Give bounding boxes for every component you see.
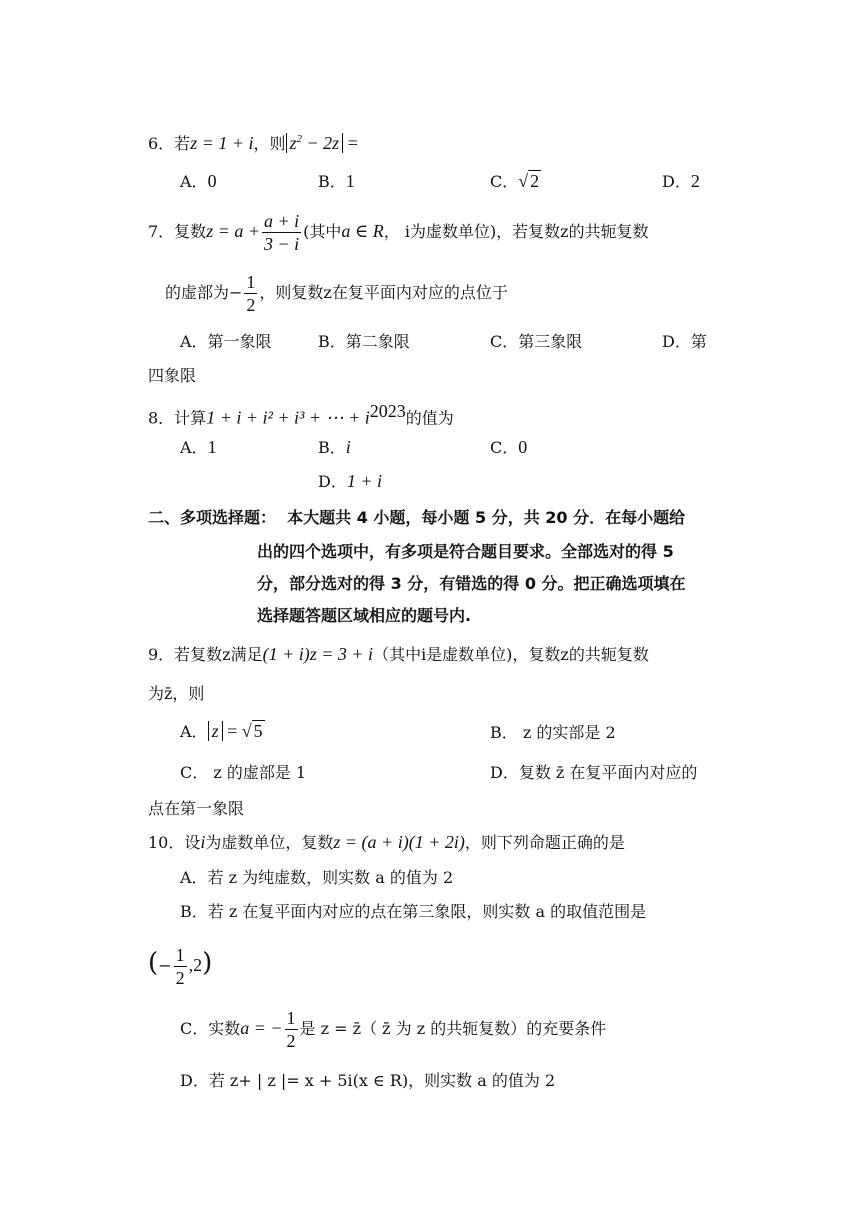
- q10-option-c-frac: $\frac{1}{2}$: [286, 1008, 296, 1051]
- q9-stem: 9．若复数z满足(1 + i)z = 3 + i（其中i是虚数单位)，复数z的共轭复数: [148, 644, 649, 664]
- q7-option-d-cont: 四象限: [148, 366, 197, 385]
- q6-option-c: C．√ 2: [490, 171, 540, 191]
- q7-option-d: D．第: [662, 332, 707, 351]
- q10-expr: z = (a + i)(1 + 2i): [333, 832, 465, 852]
- q6-stem: [148, 128, 358, 155]
- q7-half: $\frac{1}{2}$: [246, 272, 256, 315]
- q8-expr: 1 + i + i² + i³ + ⋯ + i: [206, 407, 370, 428]
- q10-option-c: C．实数a = − $\frac{1}{2}$ 是 z = z̄（ z̄ 为 z 的共轭复数）的充要条件: [180, 1008, 607, 1051]
- q6-option-a: A．0: [180, 171, 217, 191]
- q8-exponent: 2023: [369, 401, 406, 421]
- q6-option-b: B．1: [318, 171, 355, 191]
- section2-line2: 出的四个选项中，有多项是符合题目要求。全部选对的得 5: [257, 542, 674, 561]
- q10-interval: (− $\frac{1}{2}$ ,2): [148, 945, 213, 988]
- q9-option-a: A． z = √ 5: [180, 721, 263, 741]
- section2-line3: 分，部分选对的得 3 分，有错选的得 0 分。把正确选项填在: [257, 574, 686, 593]
- q7-stem: 7．复数z = a + $\frac{a + i}{3 - i}$ (其中a ∈ R， i为虚数单位)，若复数z的共轭复数: [148, 211, 649, 254]
- q8-option-b: B．i: [318, 437, 351, 457]
- q9-option-b: B． z 的实部是 2: [490, 723, 616, 742]
- q9-option-d: D．复数 z̄ 在复平面内对应的: [490, 763, 698, 782]
- q9-line2: 为z̄，则: [148, 684, 205, 703]
- q10-option-b: B．若 z 在复平面内对应的点在第三象限，则实数 a 的取值范围是: [180, 902, 647, 921]
- sqrt-icon: √ 2: [518, 171, 540, 191]
- q8-stem: 8．计算1 + i + i² + i³ + ⋯ + $i^{2023}$的值为: [148, 401, 454, 428]
- q7-option-b: B．第二象限: [318, 332, 410, 351]
- section2-line4: 选择题答题区域相应的题号内.: [257, 606, 472, 625]
- q6-eq: =: [343, 133, 358, 153]
- q7-option-c: C．第三象限: [490, 332, 583, 351]
- q6-mid: ，则: [253, 134, 286, 153]
- q7-lhs: z = a +: [206, 221, 260, 241]
- q9-option-c: C． z 的虚部是 1: [180, 763, 307, 782]
- sqrt-icon: √ 5: [241, 721, 263, 741]
- section2-heading: 二、多项选择题： 本大题共 4 小题，每小题 5 分，共 20 分．在每小题给: [148, 508, 686, 527]
- q6-option-d: D．2: [662, 171, 700, 191]
- q10-stem: 10．设i为虚数单位，复数z = (a + i)(1 + 2i)，则下列命题正确的是: [148, 832, 625, 852]
- q7-fraction: $\frac{a + i}{3 - i}$: [264, 211, 300, 254]
- q8-option-a: A．1: [180, 437, 217, 457]
- q10-option-a: A．若 z 为纯虚数，则实数 a 的值为 2: [180, 868, 454, 887]
- right-paren-icon: ): [202, 948, 213, 978]
- left-paren-icon: (: [148, 948, 159, 978]
- q9-option-d-cont: 点在第一象限: [148, 799, 245, 818]
- q10-interval-frac: $\frac{1}{2}$: [175, 945, 185, 988]
- q6-condition: z = 1 + i: [190, 133, 254, 153]
- q10-option-d: D．若 z+ | z |= x + 5i(x ∈ R)，则实数 a 的值为 2: [180, 1071, 556, 1090]
- q7-option-a: A．第一象限: [180, 332, 272, 351]
- q6-prefix: 6．若: [148, 134, 191, 153]
- q7-line2: 的虚部为− $\frac{1}{2}$ ，则复数z在复平面内对应的点位于: [165, 272, 508, 315]
- q8-option-c: C．0: [490, 437, 528, 457]
- q6-abs-expr: $z^2 - 2z$: [286, 133, 344, 153]
- q8-option-d: D．1 + i: [318, 471, 382, 491]
- q9-expr: (1 + i)z = 3 + i: [262, 644, 374, 664]
